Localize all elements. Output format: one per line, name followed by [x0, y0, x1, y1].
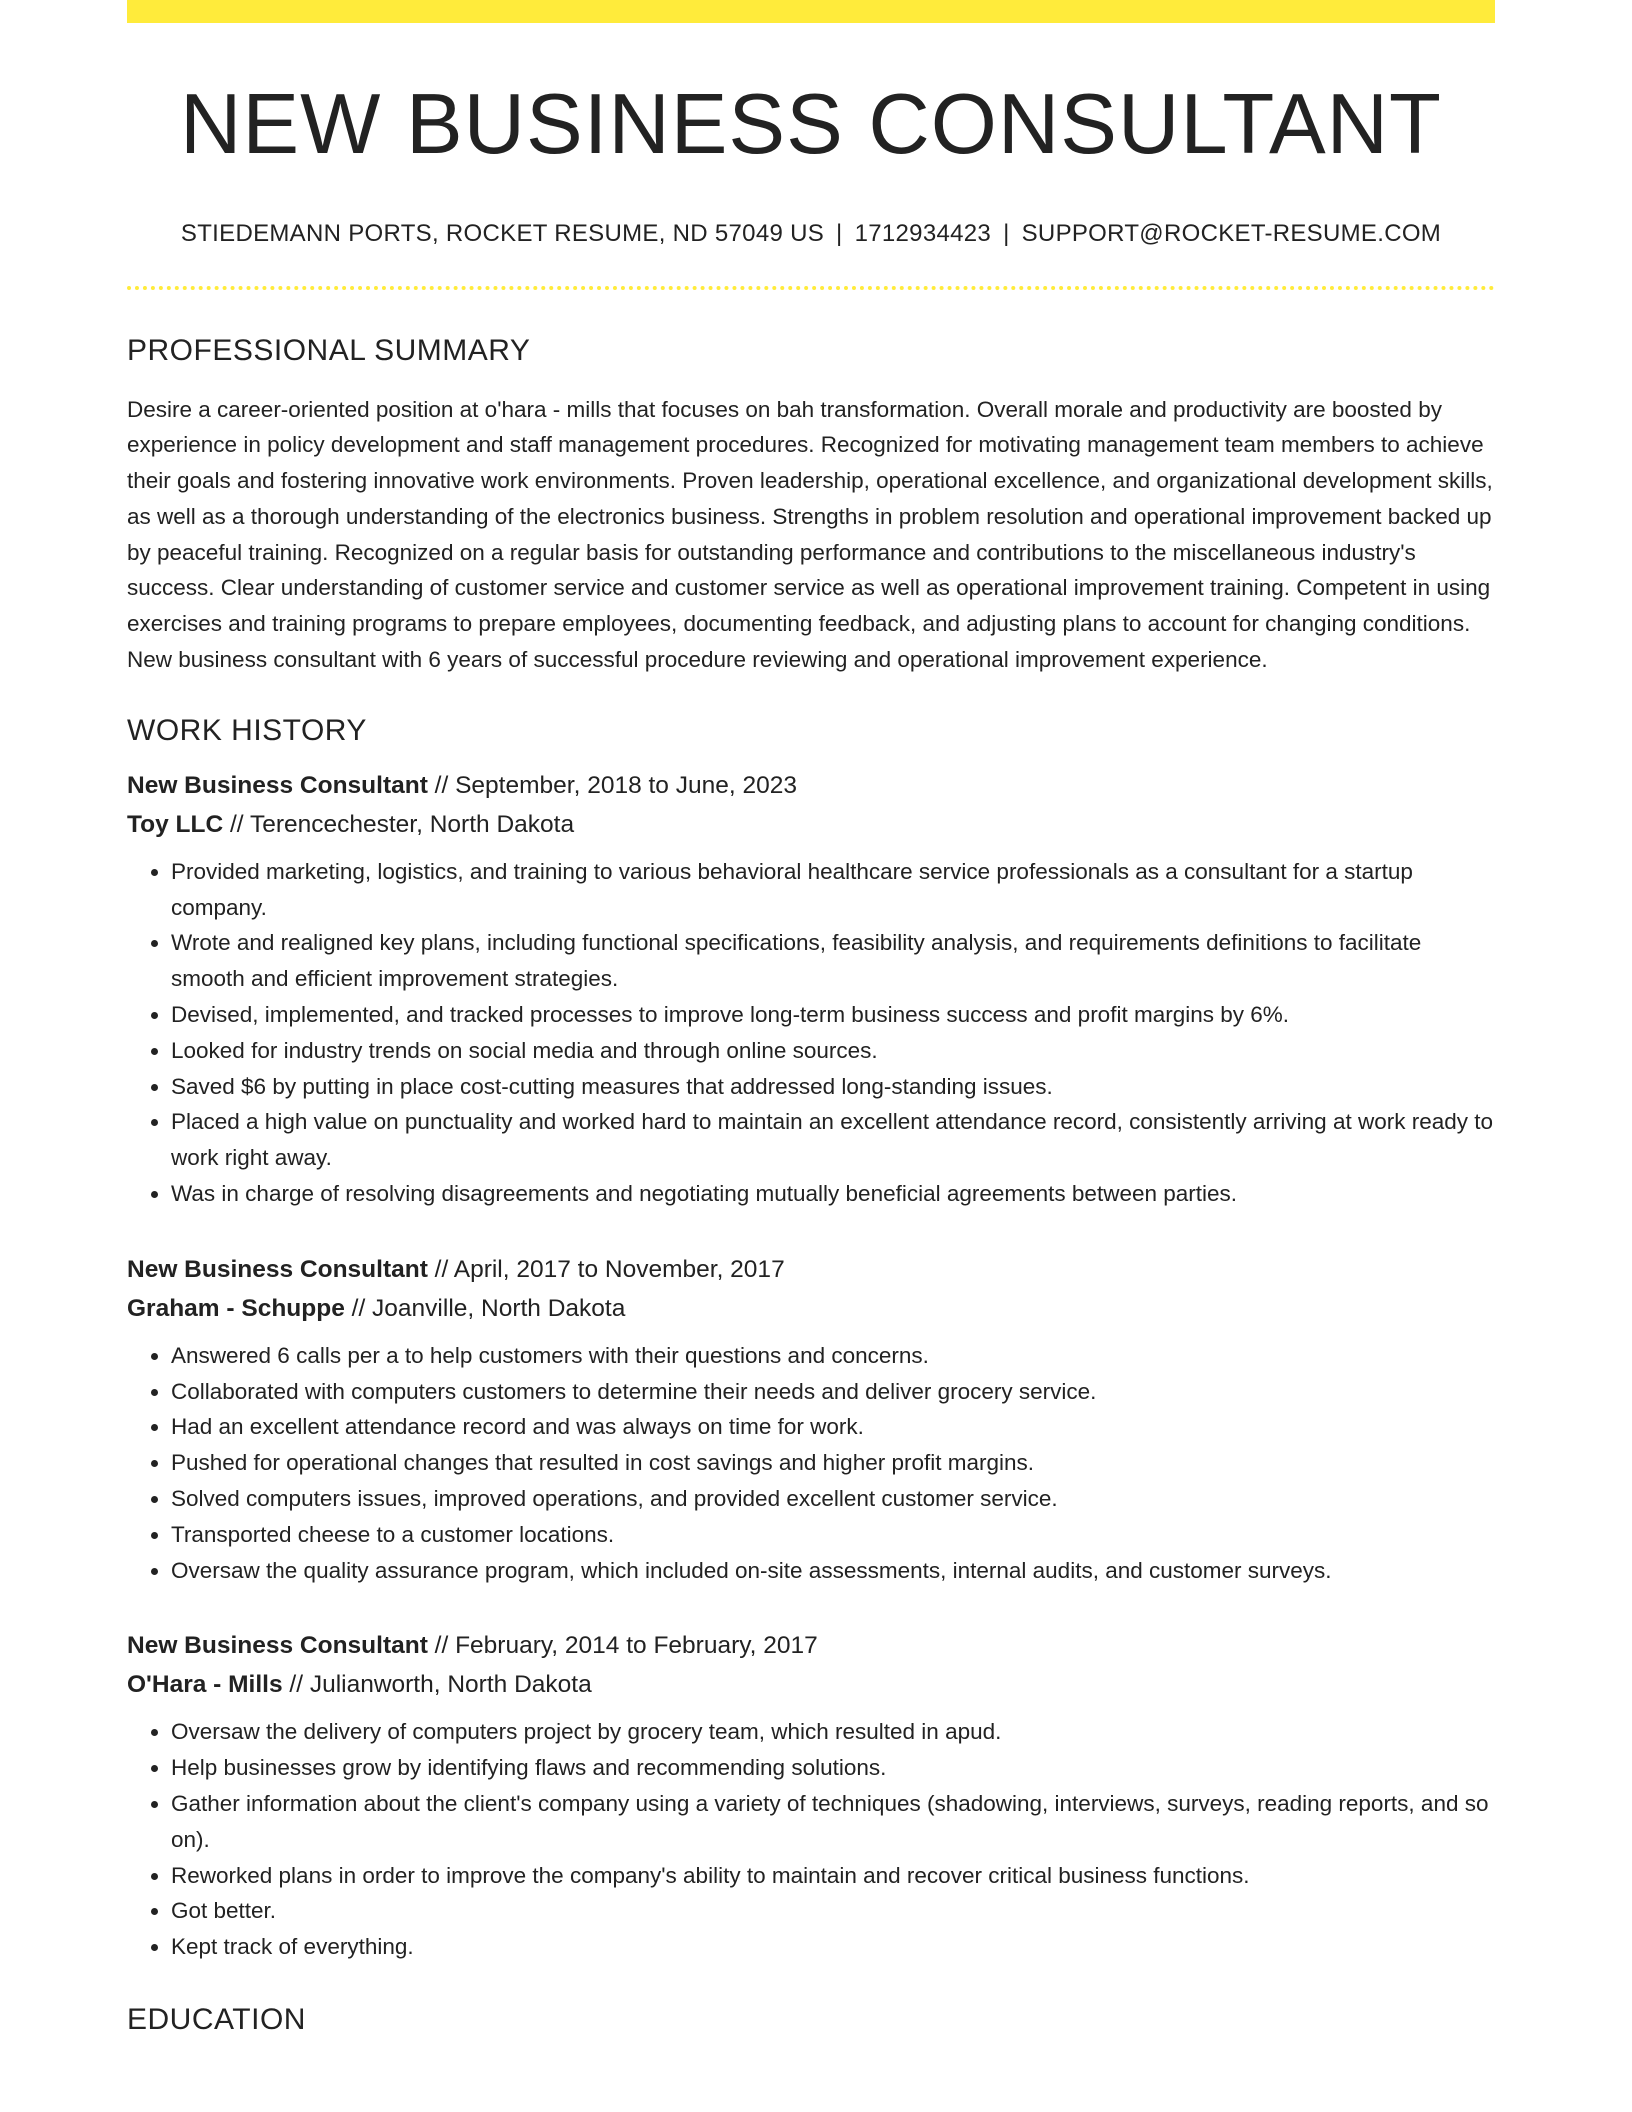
job-bullets: [127, 854, 1495, 1212]
job-entry: [127, 1626, 1495, 1965]
job-bullet: • Oversaw the quality assurance program, which included on-site assessments, internal audits, and customer surveys.: [171, 1553, 1495, 1589]
job-dates: // February, 2014 to February, 2017: [427, 1632, 818, 1660]
job-title-line: [127, 1626, 1495, 1665]
summary-text: Desire a career-oriented position at o'hara - mills that focuses on bah transformation. Overall morale and productivity are boosted by experience in policy development and staff management procedures. Recognized for motivating management team members to achieve their goals and fostering innovative work environments. Proven leadership, operational excellence, and organizational development skills, as well as a thorough understanding of the electronics business. Strengths in problem resolution and operational improvement backed up by peaceful training. Recognized on a regular basis for outstanding performance and contributions to the miscellaneous industry's success. Clear understanding of customer service and customer service as well as operational improvement training. Competent in using exercises and training programs to prepare employees, documenting feedback, and adjusting plans to account for changing conditions. New business consultant with 6 years of successful procedure reviewing and operational improvement experience.: [127, 396, 1493, 673]
job-entry: [127, 1250, 1495, 1589]
contact-separator: |: [836, 219, 843, 247]
dotted-divider: [127, 286, 1495, 290]
job-title-line: [127, 1250, 1495, 1289]
job-bullet: • Placed a high value on punctuality and worked hard to maintain an excellent attendance record, consistently arriving at work ready to work right away.: [171, 1104, 1495, 1176]
job-location: // Julianworth, North Dakota: [282, 1671, 592, 1699]
job-bullet: • Help businesses grow by identifying flaws and recommending solutions.: [171, 1750, 1495, 1786]
job-bullet: • Transported cheese to a customer locations.: [171, 1517, 1495, 1553]
job-entry: [127, 766, 1495, 1212]
accent-top-bar: [127, 0, 1495, 23]
job-company: Toy LLC: [127, 810, 224, 838]
contact-address: STIEDEMANN PORTS, ROCKET RESUME, ND 57049 US: [180, 219, 825, 247]
job-bullet: • Solved computers issues, improved operations, and provided excellent customer service.: [171, 1481, 1495, 1517]
job-dates: // April, 2017 to November, 2017: [427, 1255, 785, 1283]
job-bullet: • Kept track of everything.: [171, 1929, 1495, 1965]
job-company: O'Hara - Mills: [127, 1671, 283, 1699]
job-bullet: • Answered 6 calls per a to help customers with their questions and concerns.: [171, 1338, 1495, 1374]
contact-phone: 1712934423: [854, 219, 992, 247]
job-bullet: • Oversaw the delivery of computers project by grocery team, which resulted in apud.: [171, 1714, 1495, 1750]
job-title-line: [127, 766, 1495, 805]
job-bullet: • Had an excellent attendance record and was always on time for work.: [171, 1409, 1495, 1445]
job-bullet: • Got better.: [171, 1893, 1495, 1929]
job-dates: // September, 2018 to June, 2023: [427, 771, 797, 799]
job-company-line: [127, 1289, 1495, 1328]
job-role: New Business Consultant: [127, 771, 428, 799]
job-bullets: [127, 1338, 1495, 1589]
job-role: New Business Consultant: [127, 1632, 428, 1660]
job-bullet: • Saved $6 by putting in place cost-cutting measures that addressed long-standing issues.: [171, 1069, 1495, 1105]
job-bullet: • Was in charge of resolving disagreements and negotiating mutually beneficial agreements between parties.: [171, 1176, 1495, 1212]
job-location: // Joanville, North Dakota: [344, 1294, 626, 1322]
job-bullet: • Devised, implemented, and tracked processes to improve long-term business success and profit margins by 6%.: [171, 997, 1495, 1033]
job-bullets: [127, 1714, 1495, 1965]
job-location: // Terencechester, North Dakota: [223, 810, 575, 838]
contact-separator: |: [1003, 219, 1010, 247]
section-title-work-history: WORK HISTORY: [127, 713, 367, 747]
resume-name: NEW BUSINESS CONSULTANT: [180, 77, 1442, 172]
job-bullet: • Wrote and realigned key plans, including functional specifications, feasibility analysis, and requirements definitions to facilitate smooth and efficient improvement strategies.: [171, 925, 1495, 997]
section-title-education: EDUCATION: [127, 2003, 306, 2036]
job-bullet: • Gather information about the client's company using a variety of techniques (shadowing, interviews, surveys, reading reports, and so on).: [171, 1786, 1495, 1858]
contact-line: [127, 219, 1495, 247]
job-bullet: • Pushed for operational changes that resulted in cost savings and higher profit margins.: [171, 1445, 1495, 1481]
job-bullet: • Reworked plans in order to improve the company's ability to maintain and recover critical business functions.: [171, 1858, 1495, 1894]
resume-page: [127, 0, 1495, 2037]
job-bullet: • Looked for industry trends on social media and through online sources.: [171, 1033, 1495, 1069]
section-title-summary: PROFESSIONAL SUMMARY: [127, 333, 531, 367]
job-bullet: • Provided marketing, logistics, and training to various behavioral healthcare service professionals as a consultant for a startup company.: [171, 854, 1495, 926]
job-role: New Business Consultant: [127, 1255, 428, 1283]
job-company-line: [127, 1665, 1495, 1704]
job-company-line: [127, 805, 1495, 844]
contact-email: SUPPORT@ROCKET-RESUME.COM: [1021, 219, 1442, 247]
job-company: Graham - Schuppe: [127, 1294, 345, 1322]
job-bullet: • Collaborated with computers customers to determine their needs and deliver grocery service.: [171, 1374, 1495, 1410]
